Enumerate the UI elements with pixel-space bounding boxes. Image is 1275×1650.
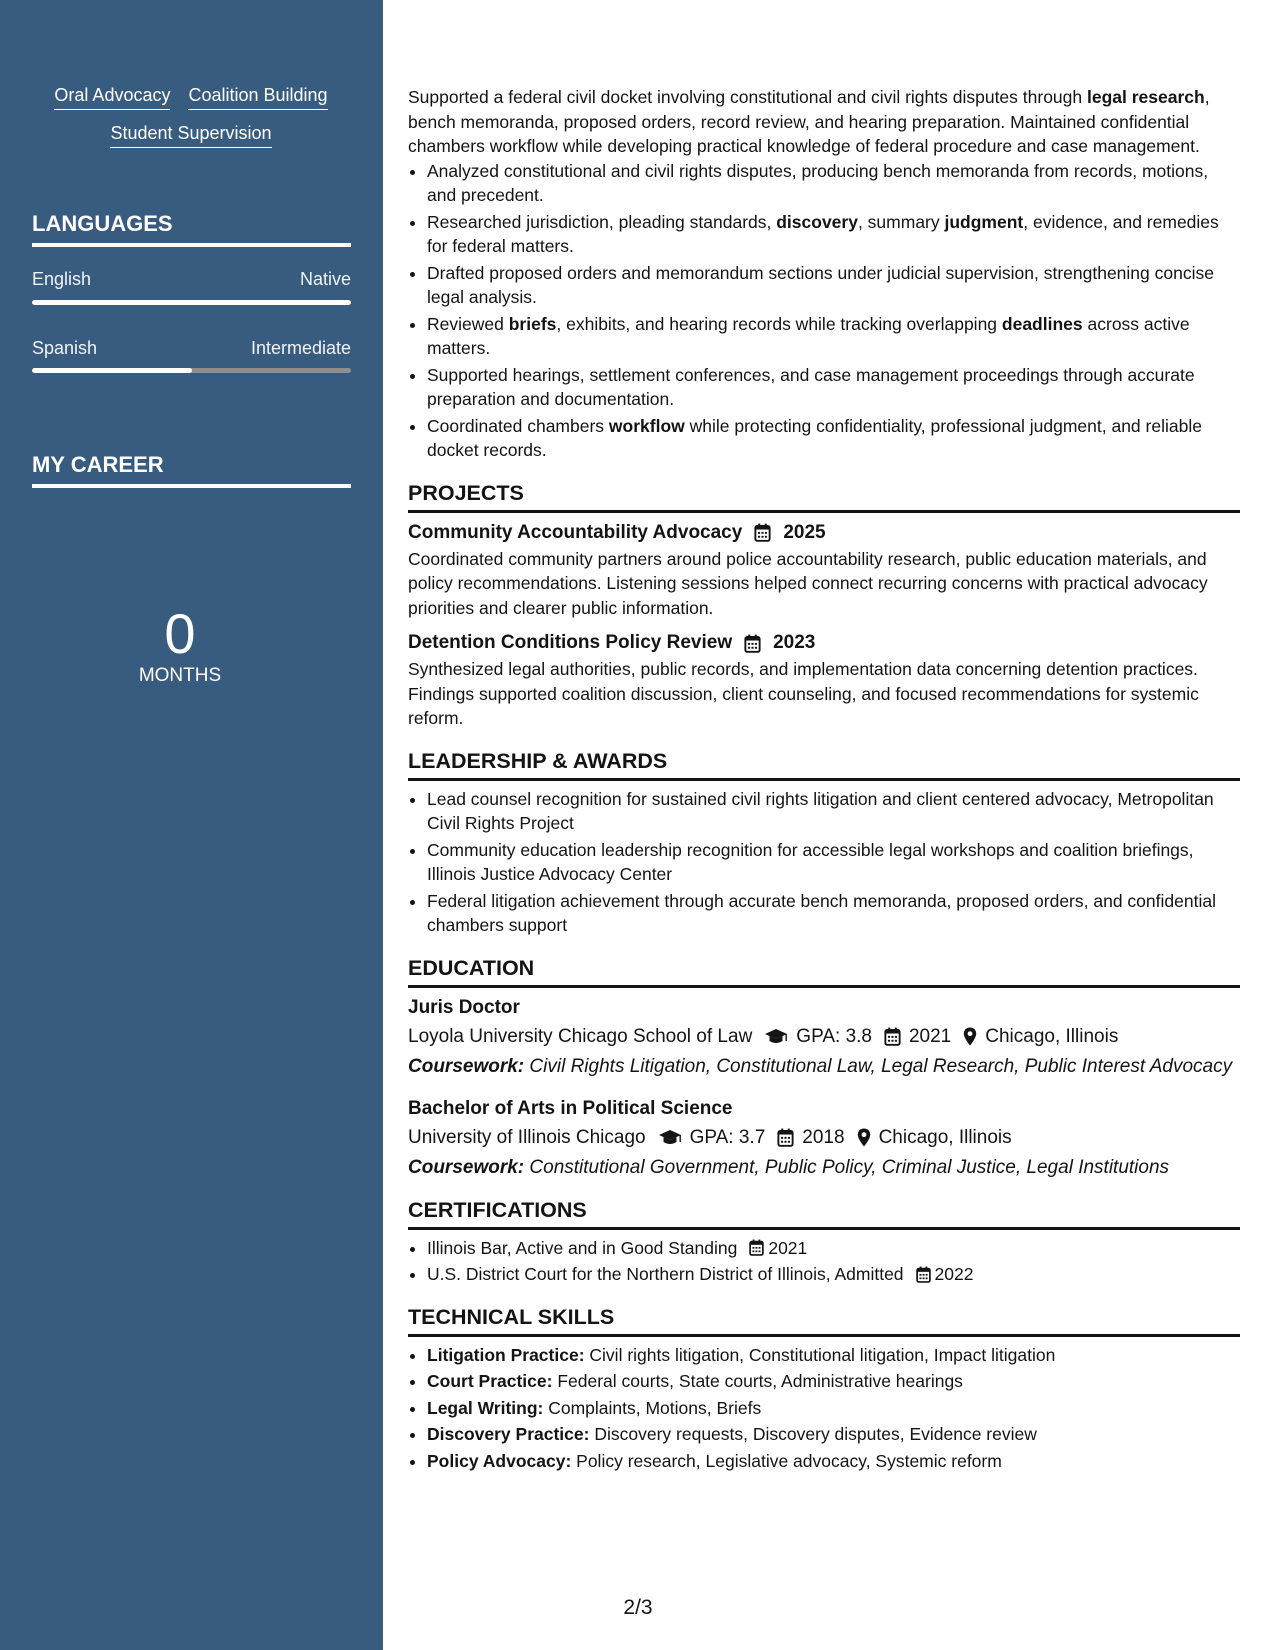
school-location: Chicago, Illinois (878, 1126, 1012, 1148)
calendar-icon (749, 1239, 764, 1256)
leadership-list (408, 787, 1240, 938)
project-year: 2023 (773, 632, 816, 653)
bullet-bold-text: deadlines (1001, 313, 1083, 334)
bullet-text: , evidence, and remedies for federal matters. (427, 211, 1219, 256)
school-name: Loyola University Chicago School of Law (408, 1025, 753, 1047)
graduation-cap-icon (764, 1028, 788, 1046)
experience-bullet (427, 414, 1240, 463)
calendar-icon (744, 634, 761, 653)
skill-values: Federal courts, State courts, Administrative hearings (557, 1371, 963, 1391)
project-title: Detention Conditions Policy Review (408, 632, 733, 653)
language-row (32, 337, 351, 359)
page-number: 2/3 (623, 1596, 653, 1619)
skill-tag: Coalition Building (188, 84, 327, 110)
bullet-text: Coordinated chambers (427, 415, 609, 436)
graduation-cap-icon (658, 1129, 682, 1147)
language-proficiency-bar (32, 300, 351, 305)
certification-item (427, 1262, 1240, 1287)
education-meta (408, 1123, 1240, 1153)
bullet-bold-text: workflow (608, 415, 685, 436)
language-level: Native (299, 269, 351, 289)
technical-skills-heading: TECHNICAL SKILLS (408, 1304, 1240, 1337)
language-name: English (32, 269, 92, 289)
coursework-label: Coursework: (408, 1156, 525, 1178)
project-title: Community Accountability Advocacy (408, 521, 743, 543)
experience-bullet (427, 312, 1240, 361)
coursework (408, 1155, 1240, 1180)
education-heading: EDUCATION (408, 955, 1240, 988)
certifications-list (408, 1236, 1240, 1287)
coursework-list: Civil Rights Litigation, Constitutional Law, Legal Research, Public Interest Advocacy (529, 1055, 1233, 1077)
experience-summary (408, 85, 1240, 159)
school-name: University of Illinois Chicago (408, 1126, 646, 1148)
language-name: Spanish (32, 338, 98, 358)
certification-name: • U.S. District Court for the Northern District of Illinois, Admitted (427, 1264, 904, 1284)
technical-skills-list (408, 1343, 1240, 1474)
project-description: Synthesized legal authorities, public records, and implementation data concerning detention practices. Findings supported coalition discussion, client counseling, and focused recommendations for systemic reform. (408, 659, 1199, 728)
project-entry (408, 519, 1240, 621)
summary-text: Supported a federal civil docket involving constitutional and civil rights disputes through (408, 87, 1087, 107)
bullet-bold-text: discovery (776, 211, 858, 232)
language-proficiency-fill (32, 300, 351, 305)
language-level: Intermediate (250, 338, 351, 358)
skill-tags (32, 84, 350, 148)
skill-category: Policy Advocacy: (427, 1450, 572, 1471)
skill-category: Discovery Practice: (427, 1424, 590, 1444)
leadership-item: • Lead counsel recognition for sustained civil rights litigation and client centered advocacy, Metropolitan Civil Rights Project (427, 787, 1240, 836)
graduation-year: 2021 (908, 1025, 952, 1047)
calendar-icon (754, 523, 771, 542)
certification-year: 2022 (934, 1264, 974, 1284)
experience-bullets (408, 159, 1240, 463)
skill-item (427, 1396, 1240, 1421)
school-location: Chicago, Illinois (985, 1025, 1119, 1047)
summary-bold-text: legal research (1087, 87, 1205, 107)
bullet-text: while protecting confidentiality, professional judgment, and reliable docket records. (427, 415, 1202, 460)
bullet-text: Analyzed constitutional and civil rights disputes, producing bench memoranda from records, motions, and precedent. (427, 160, 1209, 205)
project-title-row (408, 519, 1240, 547)
calendar-icon (916, 1266, 931, 1283)
calendar-icon (884, 1027, 901, 1046)
education-meta (408, 1022, 1240, 1052)
skill-values: Policy research, Legislative advocacy, Systemic reform (576, 1450, 1002, 1471)
leadership-item: • Community education leadership recognition for accessible legal workshops and coalition briefings, Illinois Justice Advocacy Center (427, 838, 1240, 887)
experience-bullet (427, 210, 1240, 259)
skill-item (427, 1343, 1240, 1368)
education-entry (408, 994, 1240, 1079)
skill-tag: Student Supervision (110, 122, 271, 148)
skill-values: Discovery requests, Discovery disputes, Evidence review (594, 1424, 1037, 1444)
main-content (408, 85, 1240, 1475)
skill-tag: Oral Advocacy (54, 84, 170, 110)
education-entry (408, 1095, 1240, 1180)
skill-item (427, 1422, 1240, 1447)
certifications-heading: CERTIFICATIONS (408, 1197, 1240, 1230)
project-title-row (408, 629, 1240, 657)
map-pin-icon (857, 1128, 871, 1147)
skill-category: Legal Writing: (427, 1397, 544, 1418)
certification-name: • Illinois Bar, Active and in Good Standing (427, 1237, 738, 1258)
certification-item (427, 1236, 1240, 1261)
project-entry (408, 629, 1240, 731)
career-heading: MY CAREER (32, 452, 351, 488)
projects-heading: PROJECTS (408, 480, 1240, 513)
leadership-item: • Federal litigation achievement through accurate bench memoranda, proposed orders, and confidential chambers support (427, 889, 1240, 938)
career-duration-value: 0 (164, 602, 196, 665)
experience-bullet (427, 363, 1240, 412)
bullet-bold-text: briefs (508, 313, 557, 334)
project-year: 2025 (783, 521, 826, 543)
bullet-text: , summary (857, 211, 945, 232)
language-proficiency-bar (32, 368, 351, 373)
bullet-text: Reviewed (427, 313, 509, 334)
gpa: GPA: 3.7 (689, 1126, 766, 1148)
skill-item (427, 1449, 1240, 1474)
calendar-icon (777, 1128, 794, 1147)
coursework-list: Constitutional Government, Public Policy, Criminal Justice, Legal Institutions (529, 1156, 1170, 1178)
skill-category: Litigation Practice: (427, 1344, 585, 1365)
coursework-label: Coursework: (408, 1055, 525, 1077)
sidebar (0, 0, 383, 1650)
summary-text: , bench memoranda, proposed orders, record review, and hearing preparation. Maintained confidential chambers workflow while developing practical knowledge of federal procedure and case management. (408, 87, 1210, 156)
degree-title: Juris Doctor (408, 996, 520, 1018)
bullet-text: Supported hearings, settlement conferences, and case management proceedings through accurate preparation and documentation. (427, 364, 1195, 409)
map-pin-icon (963, 1027, 977, 1046)
skill-category: Court Practice: (427, 1371, 553, 1391)
bullet-text: , exhibits, and hearing records while tracking overlapping (556, 313, 1002, 334)
bullet-text: Drafted proposed orders and memorandum sections under judicial supervision, strengthening concise legal analysis. (427, 262, 1214, 307)
languages-heading: LANGUAGES (32, 211, 351, 247)
skill-values: Civil rights litigation, Constitutional litigation, Impact litigation (589, 1344, 1056, 1365)
project-description: Coordinated community partners around police accountability research, public education materials, and policy recommendations. Listening sessions helped connect recurring concerns with practical advocacy priorities and clearer public information. (408, 548, 1208, 618)
skill-item (427, 1369, 1240, 1394)
experience-bullet (427, 261, 1240, 310)
bullet-text: across active matters. (427, 313, 1190, 358)
bullet-text: Researched jurisdiction, pleading standards, (427, 211, 777, 232)
leadership-heading: LEADERSHIP & AWARDS (408, 748, 1240, 781)
language-row (32, 268, 351, 290)
coursework (408, 1054, 1240, 1079)
degree-title: Bachelor of Arts in Political Science (408, 1097, 733, 1119)
graduation-year: 2018 (802, 1126, 845, 1148)
certification-year: 2021 (768, 1237, 808, 1258)
career-duration-unit: MONTHS (138, 665, 222, 686)
skill-values: Complaints, Motions, Briefs (548, 1397, 762, 1418)
bullet-bold-text: judgment (944, 211, 1024, 232)
gpa: GPA: 3.8 (796, 1025, 872, 1047)
language-proficiency-fill (32, 368, 192, 373)
experience-bullet (427, 159, 1240, 208)
